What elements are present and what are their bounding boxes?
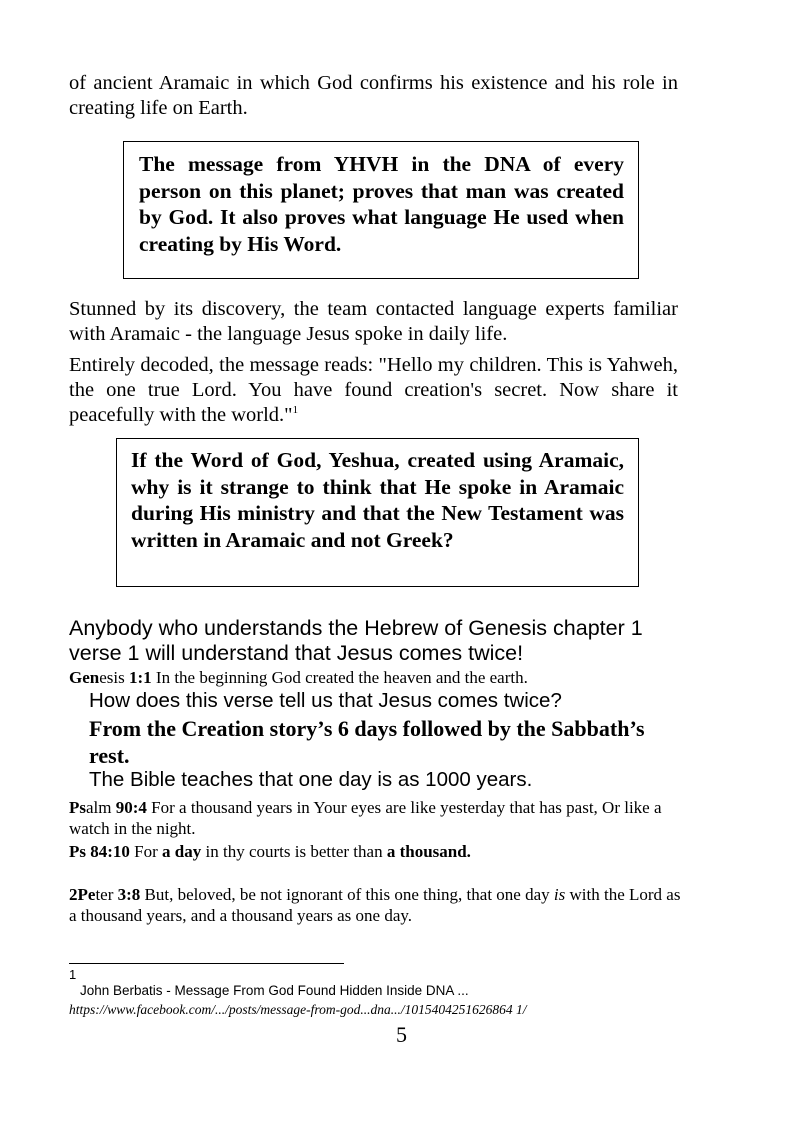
verse-ref-number: 90:4 xyxy=(115,798,147,817)
callout-text-aramaic: If the Word of God, Yeshua, created using Aramaic, why is it strange to think that He spoke in Aramaic during His ministry and that the New Testament was written in Aramaic and not Greek? xyxy=(131,448,624,552)
verse-ref-bold: Ps xyxy=(69,798,86,817)
verse-emphasis: a day xyxy=(162,842,202,861)
answer-text: From the Creation story’s 6 days followed by the Sabbath’s rest. xyxy=(89,716,645,768)
verse-emphasis: a thousand. xyxy=(386,842,471,861)
verse-ref: Ps 84:10 xyxy=(69,842,130,861)
peter-verse xyxy=(69,884,689,926)
teaching-line: The Bible teaches that one day is as 1000 years. xyxy=(89,768,533,791)
footnote-url[interactable]: https://www.facebook.com/.../posts/message-from-god...dna.../1015404251626864 1/ xyxy=(69,1002,527,1017)
verse-ref-rest: esis xyxy=(99,668,129,687)
verse-text: For xyxy=(129,842,163,861)
footnote-reference[interactable]: 1 xyxy=(292,404,299,416)
psalm-90-verse xyxy=(69,797,689,839)
verse-text: In the beginning God created the heaven and the earth. xyxy=(151,668,528,687)
verse-ref-number: 1:1 xyxy=(128,668,152,687)
footnote-divider xyxy=(69,963,344,964)
paragraph-anybody: Anybody who understands the Hebrew of Genesis chapter 1 verse 1 will understand that Jesus comes twice! xyxy=(69,616,643,665)
verse-text: But, beloved, be not ignorant of this one thing, that one day xyxy=(140,885,554,904)
verse-ref-bold: 2Pe xyxy=(69,885,96,904)
intro-paragraph: of ancient Aramaic in which God confirms his existence and his role in creating life on Earth. xyxy=(69,72,678,119)
callout-box-dna xyxy=(123,141,639,279)
verse-ref-rest: ter xyxy=(95,885,118,904)
callout-box-aramaic xyxy=(116,438,639,587)
question-line: How does this verse tell us that Jesus comes twice? xyxy=(89,689,562,712)
verse-ref-number: 3:8 xyxy=(117,885,141,904)
genesis-verse xyxy=(69,667,689,688)
verse-ref-rest: alm xyxy=(86,798,116,817)
paragraph-stunned: Stunned by its discovery, the team contacted language experts familiar with Aramaic - the language Jesus spoke in daily life. xyxy=(69,298,678,345)
callout-text-dna: The message from YHVH in the DNA of every person on this planet; proves that man was created by God. It also proves what language He used when creating by His Word. xyxy=(139,152,624,256)
footnote-number: 1 xyxy=(69,967,77,982)
page-number: 5 xyxy=(396,1022,407,1047)
paragraph-decoded xyxy=(69,353,678,431)
answer-bold xyxy=(89,715,689,769)
decoded-message-text: Entirely decoded, the message reads: "Hello my children. This is Yahweh, the one true Lord. You have found creation's secret. Now share it peacefully with the world." xyxy=(69,354,678,426)
verse-ref-bold: Gen xyxy=(69,668,100,687)
verse-text: with the Lord as a thousand years, and a thousand years as one day. xyxy=(69,885,681,925)
verse-text: in thy courts is better than xyxy=(201,842,387,861)
verse-italic: is xyxy=(553,885,566,904)
psalm-84-verse xyxy=(69,841,678,862)
footnote-author-line: John Berbatis - Message From God Found Hidden Inside DNA ... xyxy=(80,983,469,998)
verse-text: For a thousand years in Your eyes are like yesterday that has past, Or like a watch in the night. xyxy=(69,798,662,838)
